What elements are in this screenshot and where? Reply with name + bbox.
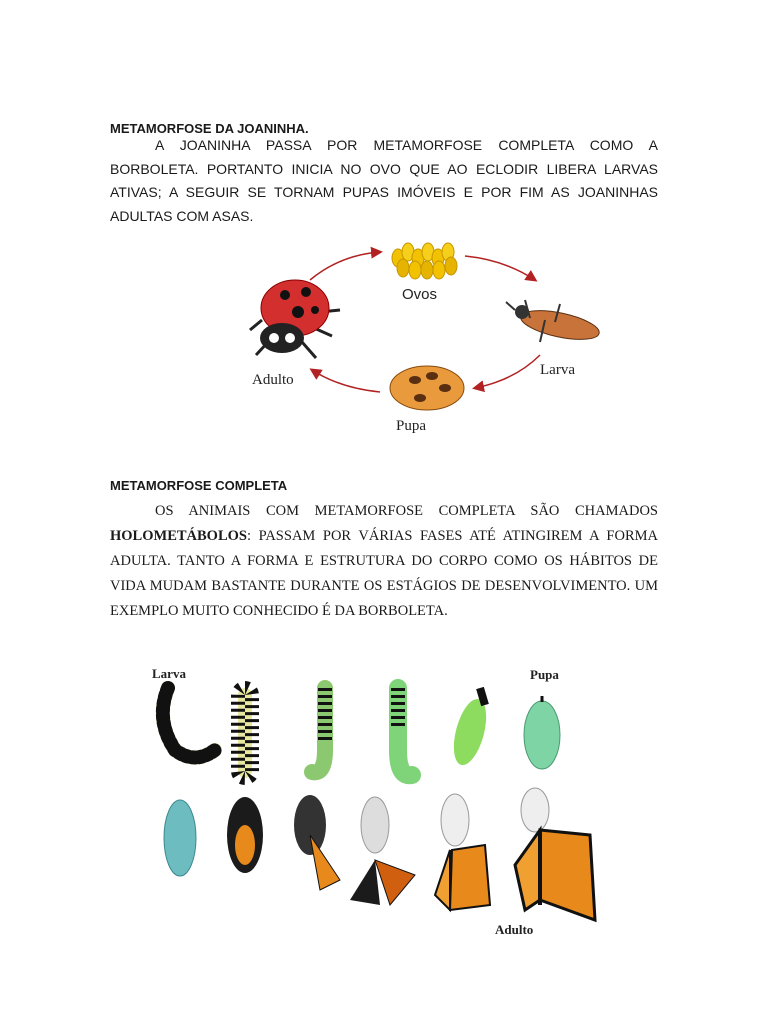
chrysalis-icon: [524, 696, 560, 769]
section-heading-complete: METAMORFOSE COMPLETA: [110, 478, 288, 493]
label-adult: Adulto: [495, 922, 534, 937]
label-pupa: Pupa: [530, 667, 559, 682]
label-pupa: Pupa: [396, 418, 426, 434]
butterfly-life-cycle-illustration: [140, 660, 610, 945]
arrow-eggs-to-larva: [465, 256, 535, 280]
butterfly-drying-icon: [435, 794, 490, 910]
larva-icon: [506, 300, 602, 345]
emerging-butterfly-icon: [294, 795, 340, 890]
arrow-larva-to-pupa: [475, 355, 540, 388]
ladybug-adult-icon: [250, 280, 340, 358]
adult-butterfly-icon: [515, 788, 595, 920]
emerging-butterfly-2-icon: [350, 797, 415, 905]
section-heading-ladybug: METAMORFOSE DA JOANINHA.: [110, 121, 309, 136]
arrow-adult-to-eggs: [310, 252, 380, 280]
label-larva: Larva: [540, 362, 575, 378]
ladybug-paragraph: A JOANINHA PASSA POR METAMORFOSE COMPLETA COMO A BORBOLETA. PORTANTO INICIA NO OVO QUE AO ECLODIR LIBERA LARVAS ATIVAS; A SEGUIR SE TORNAM PUPAS IMÓVEIS E POR FIM AS JOANINHAS ADULTAS COM ASAS.: [110, 137, 658, 224]
arrow-pupa-to-adult: [312, 370, 380, 392]
eggs-icon: [392, 243, 457, 279]
pre-chrysalis-icon: [398, 688, 412, 775]
label-eggs: Ovos: [402, 286, 438, 303]
transparent-chrysalis-icon: [227, 797, 263, 873]
caterpillar-curled-icon: [163, 688, 215, 758]
label-adult: Adulto: [252, 372, 294, 388]
holometabolos-term: HOLOMETÁBOLOS: [110, 528, 247, 544]
label-larva: Larva: [152, 666, 186, 681]
j-shape-caterpillar-icon: [312, 688, 325, 772]
dark-chrysalis-icon: [164, 800, 196, 876]
ladybug-life-cycle-diagram: [240, 230, 620, 440]
caterpillar-hanging-icon: [238, 688, 252, 778]
pupa-icon: [390, 366, 464, 410]
forming-chrysalis-icon: [448, 688, 493, 768]
complete-metamorphosis-paragraph: OS ANIMAIS COM METAMORFOSE COMPLETA SÃO CHAMADOS HOLOMETÁBOLOS: PASSAM POR VÁRIAS FASES ATÉ ATINGIREM A FORMA ADULTA. TANTO A FORMA E ESTRUTURA DO CORPO COMO OS HÁBITOS DE VIDA MUDAM BASTANTE DURANTE OS ESTÁGIOS DE DESENVOLVIMENTO. UM EXEMPLO MUITO CONHECIDO É DA BORBOLETA.: [110, 503, 658, 619]
